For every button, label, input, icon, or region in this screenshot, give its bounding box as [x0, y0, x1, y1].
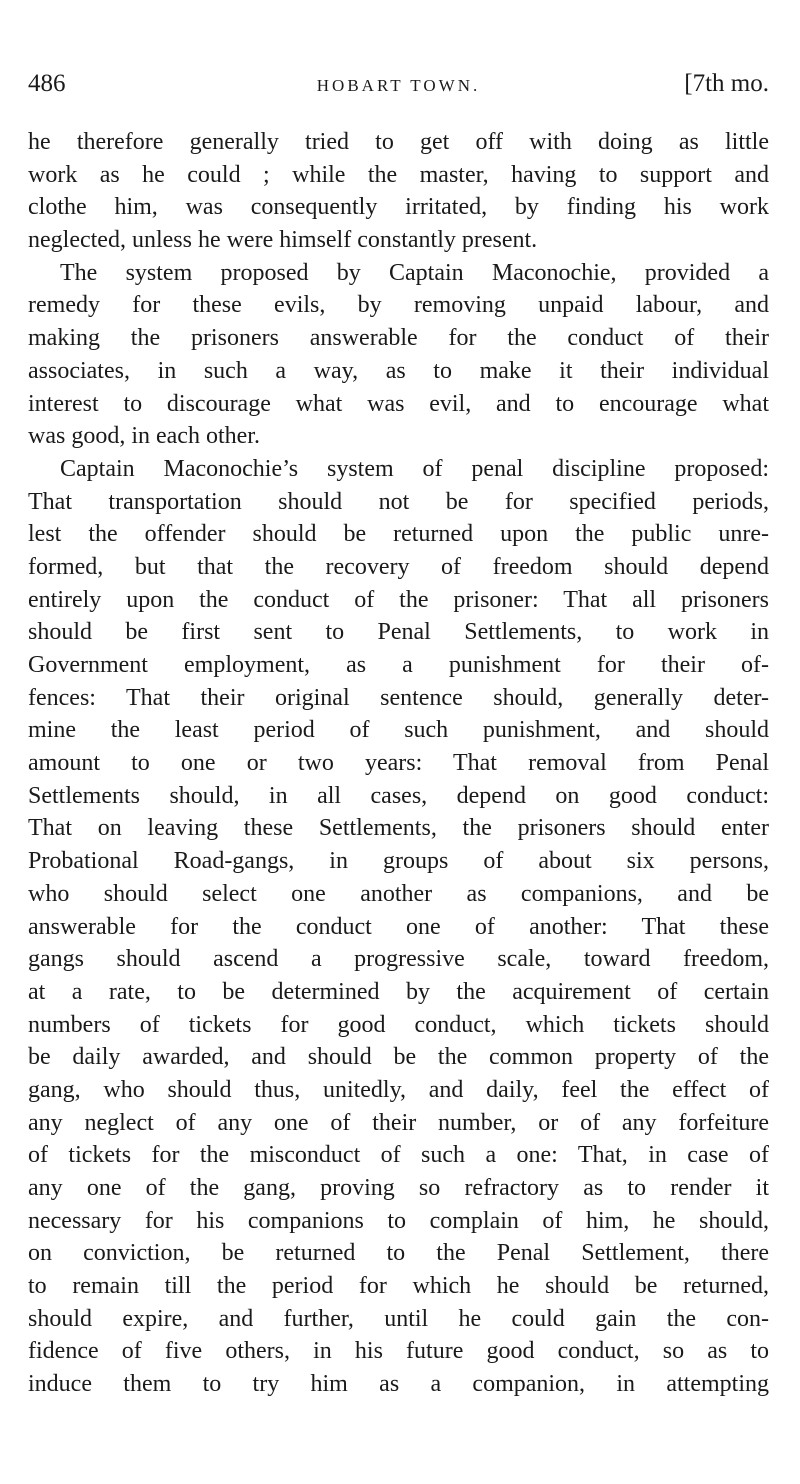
text-line: on conviction, be returned to the Penal Settlement, there — [28, 1240, 769, 1267]
text-line: to remain till the period for which he should be returned, — [28, 1273, 769, 1300]
paragraph-first-line: Captain Maconochie’s system of penal discipline proposed: — [60, 455, 769, 482]
text-line: associates, in such a way, as to make it their individual — [28, 357, 769, 384]
text-line: Settlements should, in all cases, depend on good conduct: — [28, 782, 769, 809]
text-line: he therefore generally tried to get off with doing as little — [28, 129, 769, 155]
running-date: [7th mo. — [684, 70, 769, 97]
text-line: work as he could ; while the master, having to support and — [28, 161, 769, 188]
text-line: Government employment, as a punishment for their of- — [28, 652, 769, 678]
running-head — [28, 66, 769, 106]
text-line: be daily awarded, and should be the common property of the — [28, 1044, 769, 1071]
text-line: remedy for these evils, by removing unpaid labour, and — [28, 292, 769, 319]
text-line: any neglect of any one of their number, or of any forfeiture — [28, 1109, 769, 1136]
text-line: who should select one another as companions, and be — [28, 880, 769, 907]
text-line: making the prisoners answerable for the conduct of their — [28, 325, 769, 352]
text-line: mine the least period of such punishment, and should — [28, 717, 769, 744]
text-line: interest to discourage what was evil, and to encourage what — [28, 390, 769, 417]
text-line: was good, in each other. — [28, 423, 260, 450]
text-line: at a rate, to be determined by the acquirement of certain — [28, 978, 769, 1005]
text-line: numbers of tickets for good conduct, which tickets should — [28, 1011, 769, 1038]
text-line: That on leaving these Settlements, the prisoners should enter — [28, 815, 769, 842]
text-line: entirely upon the conduct of the prisoner: That all prisoners — [28, 586, 769, 613]
text-line: neglected, unless he were himself constantly present. — [28, 227, 538, 254]
text-line: That transportation should not be for specified periods, — [28, 488, 769, 515]
text-line: should be first sent to Penal Settlements, to work in — [28, 619, 769, 646]
text-line: gang, who should thus, unitedly, and daily, feel the effect of — [28, 1076, 769, 1103]
text-line: clothe him, was consequently irritated, by finding his work — [28, 194, 769, 221]
text-line: of tickets for the misconduct of such a one: That, in case of — [28, 1142, 769, 1169]
text-line: necessary for his companions to complain of him, he should, — [28, 1207, 769, 1234]
text-line: any one of the gang, proving so refractory as to render it — [28, 1175, 769, 1201]
running-title: HOBART TOWN. — [316, 76, 481, 95]
text-line: lest the offender should be returned upon the public unre- — [28, 521, 769, 548]
body-text — [28, 126, 769, 1401]
text-line: answerable for the conduct one of another: That these — [28, 913, 769, 940]
text-line: fidence of five others, in his future good conduct, so as to — [28, 1338, 769, 1365]
text-line: gangs should ascend a progressive scale, toward freedom, — [28, 946, 769, 973]
text-line: amount to one or two years: That removal from Penal — [28, 750, 769, 777]
text-line: fences: That their original sentence should, generally deter- — [28, 684, 769, 711]
text-line: formed, but that the recovery of freedom should depend — [28, 553, 769, 580]
paragraph-first-line: The system proposed by Captain Maconochie, provided a — [60, 259, 769, 286]
text-line: should expire, and further, until he could gain the con- — [28, 1305, 769, 1332]
text-line: Probational Road-gangs, in groups of about six persons, — [28, 848, 769, 875]
page-number: 486 — [28, 70, 66, 97]
text-line: induce them to try him as a companion, in attempting — [28, 1371, 769, 1398]
